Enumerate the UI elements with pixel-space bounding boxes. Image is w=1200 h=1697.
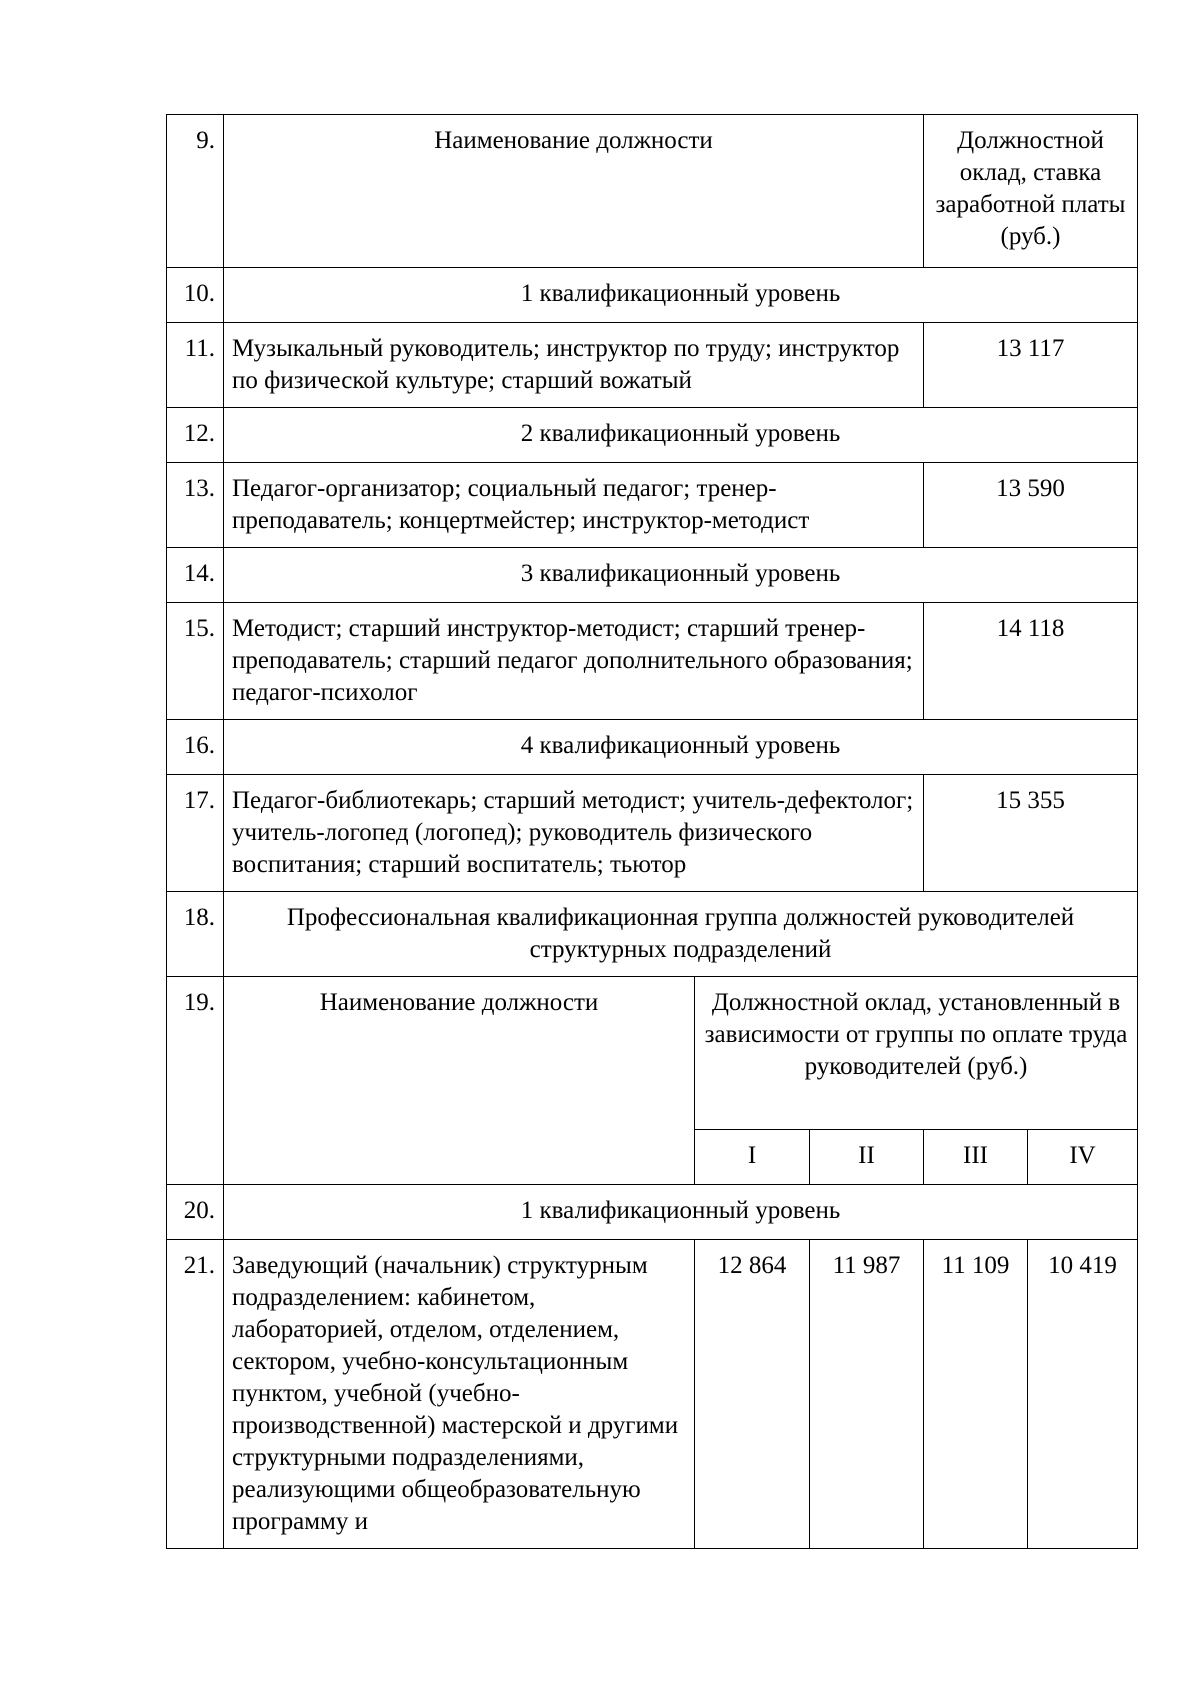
row-number: 13. — [167, 463, 224, 548]
row-number: 20. — [167, 1185, 224, 1240]
table-row — [167, 892, 1138, 977]
position-names: Заведующий (начальник) структурным подразделением: кабинетом, лабораторией, отделом, отделением, сектором, учебно-консультационным пунктом, учебной (учебно-производственной) мастерской и другими структурными подразделениями, реализующими общеобразовательную программу и — [224, 1240, 695, 1549]
column-header-salary: Должностной оклад, ставка заработной платы (руб.) — [924, 115, 1138, 268]
salary-value: 12 864 — [695, 1240, 810, 1549]
table-row — [167, 775, 1138, 892]
qualification-level: 2 квалификационный уровень — [224, 408, 1138, 463]
table-row — [167, 323, 1138, 408]
qualification-level: 3 квалификационный уровень — [224, 548, 1138, 603]
professional-group-title: Профессиональная квалификационная группа должностей руководителей структурных подразделений — [224, 892, 1138, 977]
group-header: I — [695, 1130, 810, 1185]
row-number: 17. — [167, 775, 224, 892]
salary-value: 10 419 — [1028, 1240, 1138, 1549]
row-number: 11. — [167, 323, 224, 408]
row-number: 12. — [167, 408, 224, 463]
qualification-level: 4 квалификационный уровень — [224, 720, 1138, 775]
group-header: II — [810, 1130, 924, 1185]
table-row — [167, 548, 1138, 603]
qualification-level: 1 квалификационный уровень — [224, 1185, 1138, 1240]
salary-value: 15 355 — [924, 775, 1138, 892]
qualification-level: 1 квалификационный уровень — [224, 268, 1138, 323]
table-row — [167, 1185, 1138, 1240]
row-number: 16. — [167, 720, 224, 775]
salary-value: 13 590 — [924, 463, 1138, 548]
table-row — [167, 463, 1138, 548]
salary-value: 11 109 — [924, 1240, 1028, 1549]
column-header-position: Наименование должности — [224, 977, 695, 1185]
salary-value: 14 118 — [924, 603, 1138, 720]
salary-table — [166, 114, 1138, 1549]
table-row — [167, 720, 1138, 775]
row-number: 18. — [167, 892, 224, 977]
row-number: 19. — [167, 977, 224, 1185]
table-row — [167, 603, 1138, 720]
salary-value: 11 987 — [810, 1240, 924, 1549]
position-names: Методист; старший инструктор-методист; старший тренер-преподаватель; старший педагог дополнительного образования; педагог-психолог — [224, 603, 924, 720]
row-number: 21. — [167, 1240, 224, 1549]
column-header-manager-salary: Должностной оклад, установленный в зависимости от группы по оплате труда руководителей (руб.) — [695, 977, 1138, 1130]
table-row — [167, 1240, 1138, 1549]
group-header: III — [924, 1130, 1028, 1185]
row-number: 9. — [167, 115, 224, 268]
position-names: Музыкальный руководитель; инструктор по труду; инструктор по физической культуре; старший вожатый — [224, 323, 924, 408]
row-number: 14. — [167, 548, 224, 603]
group-header: IV — [1028, 1130, 1138, 1185]
row-number: 15. — [167, 603, 224, 720]
position-names: Педагог-организатор; социальный педагог; тренер-преподаватель; концертмейстер; инструктор-методист — [224, 463, 924, 548]
salary-value: 13 117 — [924, 323, 1138, 408]
column-header-position: Наименование должности — [224, 115, 924, 268]
table-row — [167, 408, 1138, 463]
table-row — [167, 115, 1138, 268]
row-number: 10. — [167, 268, 224, 323]
table-row — [167, 268, 1138, 323]
position-names: Педагог-библиотекарь; старший методист; учитель-дефектолог; учитель-логопед (логопед); руководитель физического воспитания; старший воспитатель; тьютор — [224, 775, 924, 892]
table-row — [167, 977, 1138, 1130]
